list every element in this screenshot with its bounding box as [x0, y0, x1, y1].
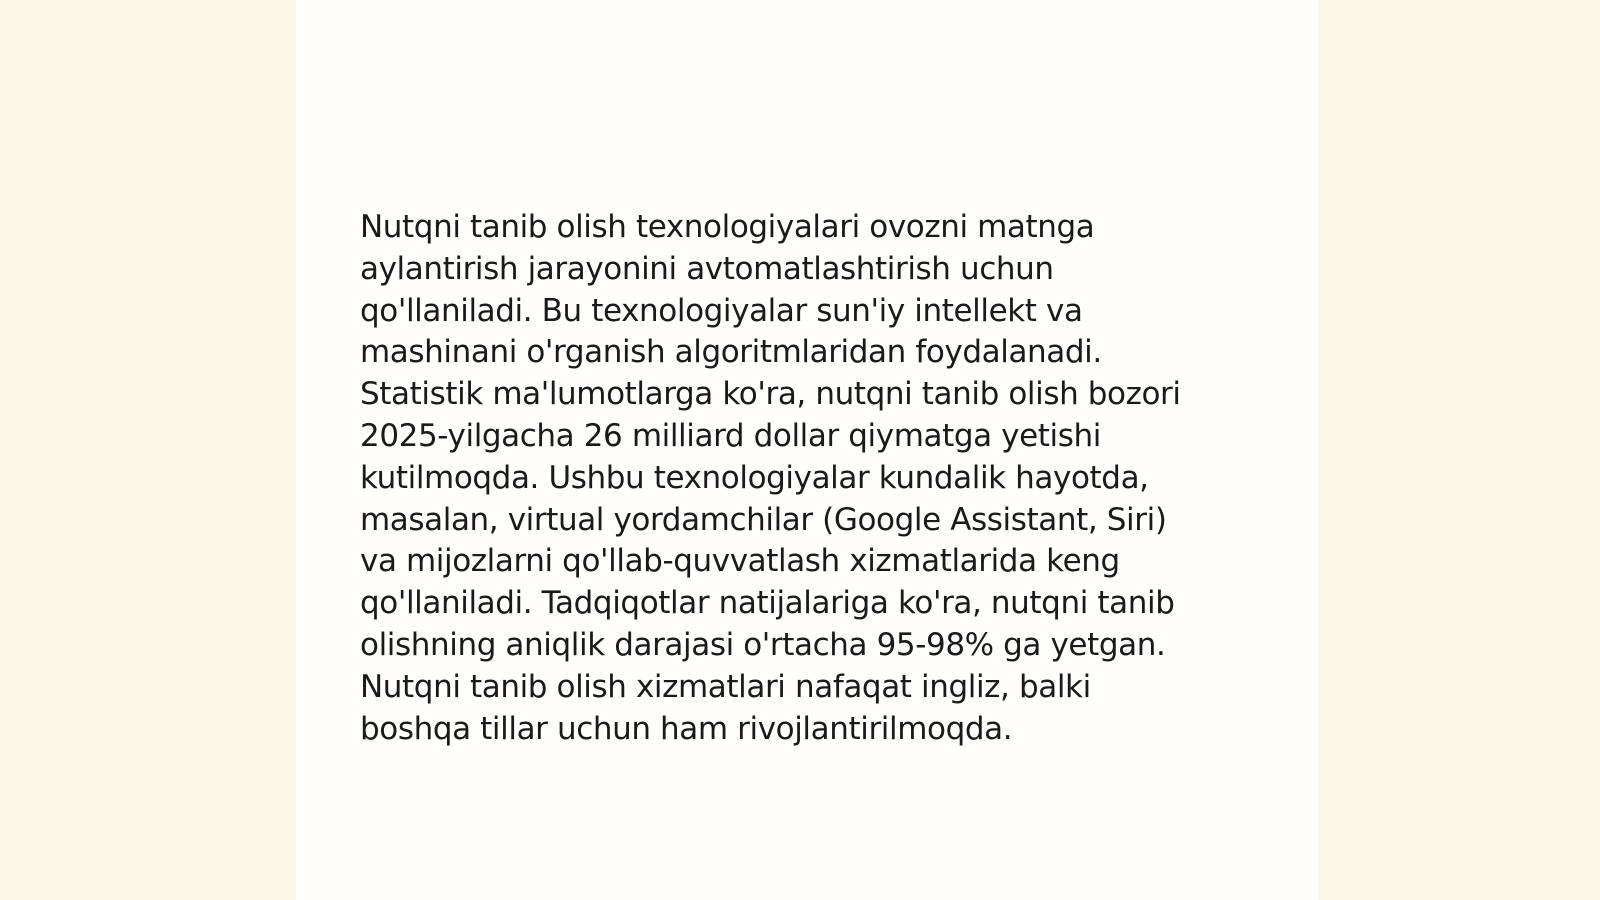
body-paragraph: Nutqni tanib olish texnologiyalari ovozni matnga aylantirish jarayonini avtomatlashtirish uchun qo'llaniladi. Bu texnologiyalar sun'iy intellekt va mashinani o'rganish algoritmlaridan foydalanadi. Statistik ma'lumotlarga ko'ra, nutqni tanib olish bozori 2025-yilgacha 26 milliard dollar qiymatga yetishi kutilmoqda. Ushbu texnologiyalar kundalik hayotda, masalan, virtual yordamchilar (Google Assistant, Siri) va mijozlarni qo'llab-quvvatlash xizmatlarida keng qo'llaniladi. Tadqiqotlar natijalariga ko'ra, nutqni tanib olishning aniqlik darajasi o'rtacha 95-98% ga yetgan. Nutqni tanib olish xizmatlari nafaqat ingliz, balki boshqa tillar uchun ham rivojlantirilmoqda. — [360, 209, 1181, 747]
left-margin-background — [0, 0, 296, 900]
right-margin-background — [1318, 0, 1600, 900]
